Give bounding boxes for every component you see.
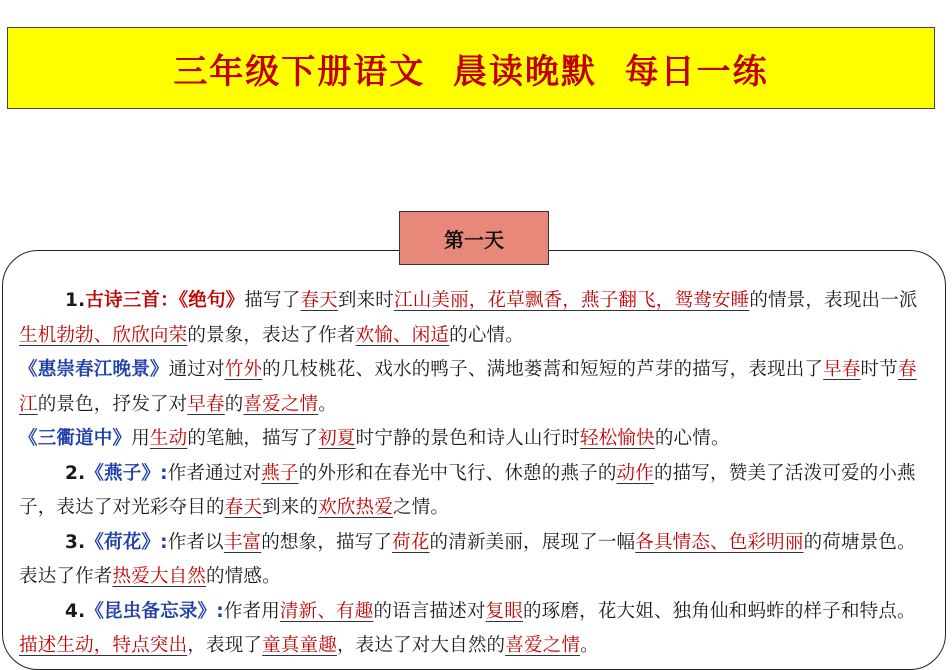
answer-blank: 早春	[823, 359, 861, 380]
text-run: 的想象，描写了	[261, 531, 393, 553]
answer-blank: 早春	[187, 393, 225, 415]
text-run: 的情感。	[206, 566, 281, 587]
item-number: 3.	[65, 531, 86, 553]
answer-blank: 喜爱之情	[243, 393, 319, 415]
answer-blank: 欢欣热爱	[318, 497, 394, 518]
paragraph-hehua	[19, 526, 919, 595]
paragraph-kunchong	[19, 595, 919, 664]
item-number: 1.	[65, 290, 86, 311]
item-number: 2.	[65, 462, 86, 484]
text-run: 。	[318, 393, 337, 415]
text-run: 的心情。	[449, 324, 524, 346]
answer-blank: 春江	[19, 359, 917, 415]
text-run: ，表现了	[187, 635, 263, 656]
text-run: 。	[580, 635, 599, 656]
text-run: 的语言描述对	[373, 600, 486, 622]
page-title: 三年级下册语文 晨读晚默 每日一练	[173, 51, 769, 92]
day-label: 第一天	[399, 211, 549, 265]
text-run: 的外形和在春光中飞行、休憩的燕子的	[298, 462, 617, 484]
item-heading: 《惠崇春江晚景》	[19, 359, 169, 380]
answer-blank: 春天	[224, 497, 263, 518]
item-heading: 《昆虫备忘录》:	[85, 600, 224, 622]
item-number: 4.	[65, 600, 86, 622]
text-run: 作者用	[223, 600, 280, 622]
text-run: 之情。	[393, 497, 450, 518]
text-run: 作者通过对	[167, 462, 262, 484]
text-run: 的琢磨，花大姐、独角仙和蚂蚱的样子和特点。	[523, 600, 916, 622]
text-run: 到来的	[262, 497, 319, 518]
text-run: 的清新美丽，展现了一幅	[429, 531, 636, 553]
text-run: 通过对	[168, 359, 225, 380]
answer-blank: 清新、有趣	[279, 600, 374, 622]
item-heading: 《荷花》:	[85, 531, 168, 553]
answer-blank: 江山美丽，花草飘香，燕子翻飞，鸳鸯安睡	[394, 290, 750, 311]
paragraph-jueju	[19, 284, 919, 353]
item-heading: 《三衢道中》	[19, 428, 132, 449]
content-body	[19, 284, 919, 664]
answer-blank: 喜爱之情	[505, 635, 581, 656]
paragraph-yanzi	[19, 457, 919, 526]
item-heading: 《燕子》:	[85, 462, 168, 484]
answer-blank: 生机勃勃、欣欣向荣	[19, 324, 188, 346]
text-run: 的心情。	[654, 428, 730, 449]
answer-blank: 竹外	[224, 359, 263, 380]
text-run: 的情景，表现出一派	[749, 290, 918, 311]
answer-blank: 生动	[149, 428, 188, 449]
answer-blank: 复眼	[485, 600, 524, 622]
text-run: 的景象，表达了作者	[187, 324, 356, 346]
answer-blank: 轻松愉快	[580, 428, 655, 449]
answer-blank: 描述生动，特点突出	[19, 635, 188, 656]
text-run: 的笔触，描写了	[187, 428, 319, 449]
text-run: 的描写，赞美了活泼可爱的小燕子，表达了对光彩夺目的	[19, 462, 916, 518]
answer-blank: 童真童趣	[262, 635, 337, 656]
answer-blank: 丰富	[223, 531, 262, 553]
answer-blank: 燕子	[261, 462, 299, 484]
text-run: 的荷塘景色。表达了作者	[19, 531, 916, 587]
title-banner	[7, 27, 935, 109]
text-run: 时宁静的景色和诗人山行时	[355, 428, 581, 449]
item-heading: 古诗三首：《绝句》	[85, 290, 245, 311]
answer-blank: 热爱大自然	[112, 566, 207, 587]
paragraph-huichong	[19, 353, 919, 422]
answer-blank: 初夏	[318, 428, 356, 449]
answer-blank: 荷花	[392, 531, 430, 553]
text-run: 描写了	[244, 290, 301, 311]
text-run: ，表达了对大自然的	[336, 635, 506, 656]
text-run: 到来时	[337, 290, 394, 311]
answer-blank: 春天	[300, 290, 338, 311]
text-run: 作者以	[167, 531, 224, 553]
text-run: 用	[131, 428, 150, 449]
text-run: 的景色，抒发了对	[37, 393, 188, 415]
answer-blank: 动作	[616, 462, 654, 484]
answer-blank: 欢愉、闲适	[355, 324, 450, 346]
paragraph-sanqu	[19, 422, 919, 457]
text-run: 的	[224, 393, 244, 415]
text-run: 时节	[860, 359, 898, 380]
text-run: 的几枝桃花、戏水的鸭子、满地蒌蒿和短短的芦芽的描写，表现出了	[262, 359, 824, 380]
answer-blank: 各具情态、色彩明丽	[635, 531, 804, 553]
